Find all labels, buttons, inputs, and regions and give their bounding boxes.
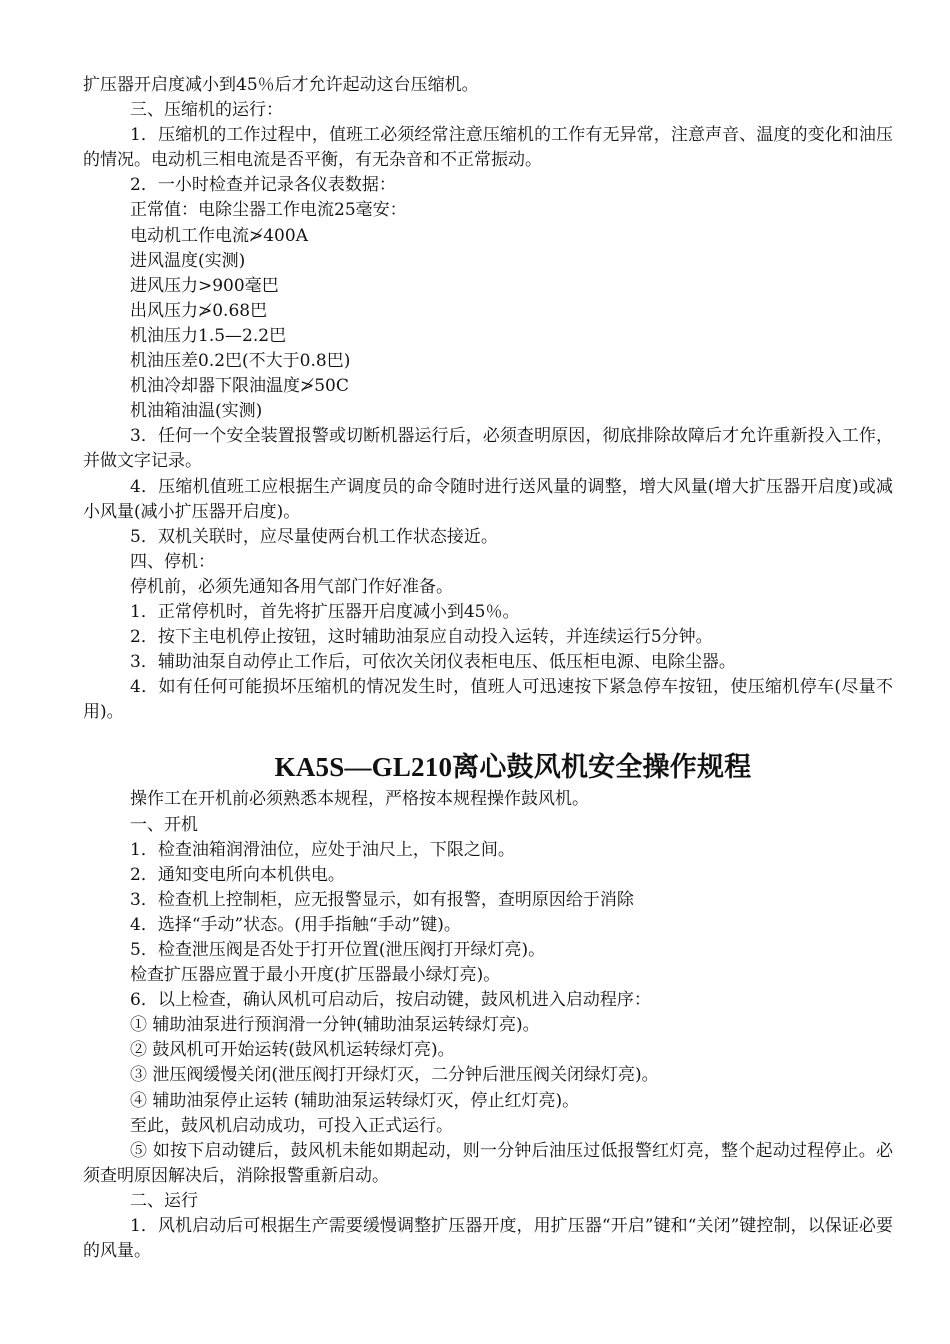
step-item: ③ 泄压阀缓慢关闭(泄压阀打开绿灯灭，二分钟后泄压阀关闭绿灯亮)。 (130, 1065, 659, 1086)
paragraph: 3．检查机上控制柜，应无报警显示，如有报警，查明原因给于消除 (130, 889, 634, 910)
paragraph: 2．通知变电所向本机供电。 (130, 864, 345, 885)
reading-item: 机油压力1.5—2.2巴 (130, 325, 287, 346)
paragraph: 1．风机启动后可根据生产需要缓慢调整扩压器开度，用扩压器“开启”键和“关闭”键控制，以保证必要的风量。 (83, 1216, 893, 1262)
reading-item: 机油压差0.2巴(不大于0.8巴) (130, 351, 351, 372)
paragraph: 2．一小时检查并记录各仪表数据： (130, 175, 396, 196)
reading-item: 出风压力≯0.68巴 (130, 300, 268, 321)
paragraph: 4．选择“手动”状态。(用手指触“手动”键)。 (130, 914, 461, 935)
paragraph: 4．压缩机值班工应根据生产调度员的命令随时进行送风量的调整，增大风量(增大扩压器开启度)或减小风量(减小扩压器开启度)。 (83, 476, 893, 522)
paragraph: 3．辅助油泵自动停止工作后，可依次关闭仪表柜电压、低压柜电源、电除尘器。 (130, 652, 736, 673)
paragraph: 4．如有任何可能损坏压缩机的情况发生时，值班人可迅速按下紧急停车按钮，使压缩机停车(尽量不用)。 (83, 677, 893, 723)
section-heading: 四、停机： (130, 551, 215, 572)
paragraph: 1．检查油箱润滑油位，应处于油尺上，下限之间。 (130, 839, 515, 860)
section-heading: 二、运行 (130, 1190, 198, 1211)
section-heading: 一、开机 (130, 814, 198, 835)
paragraph: 3．任何一个安全装置报警或切断机器运行后，必须查明原因，彻底排除故障后才允许重新投入工作，并做文字记录。 (83, 426, 893, 472)
paragraph: 1．正常停机时，首先将扩压器开启度减小到45％。 (130, 601, 520, 622)
paragraph: 检查扩压器应置于最小开度(扩压器最小绿灯亮)。 (130, 965, 501, 986)
paragraph: 停机前，必须先通知各用气部门作好准备。 (130, 576, 453, 597)
step-item: ⑤ 如按下启动键后，鼓风机未能如期起动，则一分钟后油压过低报警红灯亮，整个起动过程停止。必须查明原因解决后，消除报警重新启动。 (83, 1140, 893, 1186)
paragraph: 5．双机关联时，应尽量使两台机工作状态接近。 (130, 526, 498, 547)
step-item: ① 辅助油泵进行预润滑一分钟(辅助油泵运转绿灯亮)。 (130, 1015, 540, 1036)
paragraph: 6．以上检查，确认风机可启动后，按启动键，鼓风机进入启动程序： (130, 990, 651, 1011)
step-item: ② 鼓风机可开始运转(鼓风机运转绿灯亮)。 (130, 1040, 455, 1061)
step-item: ④ 辅助油泵停止运转 (辅助油泵运转绿灯灭，停止红灯亮)。 (130, 1090, 580, 1111)
reading-item: 进风温度(实测) (130, 250, 246, 271)
paragraph: 2．按下主电机停止按钮，这时辅助油泵应自动投入运转，并连续运行5分钟。 (130, 627, 713, 648)
reading-item: 机油冷却器下限油温度≯50C (130, 376, 349, 397)
section-heading: 三、压缩机的运行： (130, 100, 283, 121)
reading-item: 机油箱油温(实测) (130, 401, 263, 422)
reading-item: 进风压力>900毫巴 (130, 275, 279, 296)
paragraph: 1．压缩机的工作过程中，值班工必须经常注意压缩机的工作有无异常，注意声音、温度的变化和油压的情况。电动机三相电流是否平衡，有无杂音和不正常振动。 (83, 125, 893, 171)
document-page (83, 73, 893, 1264)
paragraph: 扩压器开启度减小到45％后才允许起动这台压缩机。 (83, 75, 479, 95)
reading-item: 正常值：电除尘器工作电流25毫安： (130, 200, 407, 221)
reading-item: 电动机工作电流≯400A (130, 225, 308, 246)
paragraph: 操作工在开机前必须熟悉本规程，严格按本规程操作鼓风机。 (130, 789, 589, 810)
paragraph: 5．检查泄压阀是否处于打开位置(泄压阀打开绿灯亮)。 (130, 940, 546, 960)
document-title: KA5S—GL210离心鼓风机安全操作规程 (274, 752, 752, 783)
paragraph: 至此，鼓风机启动成功，可投入正式运行。 (130, 1115, 453, 1136)
